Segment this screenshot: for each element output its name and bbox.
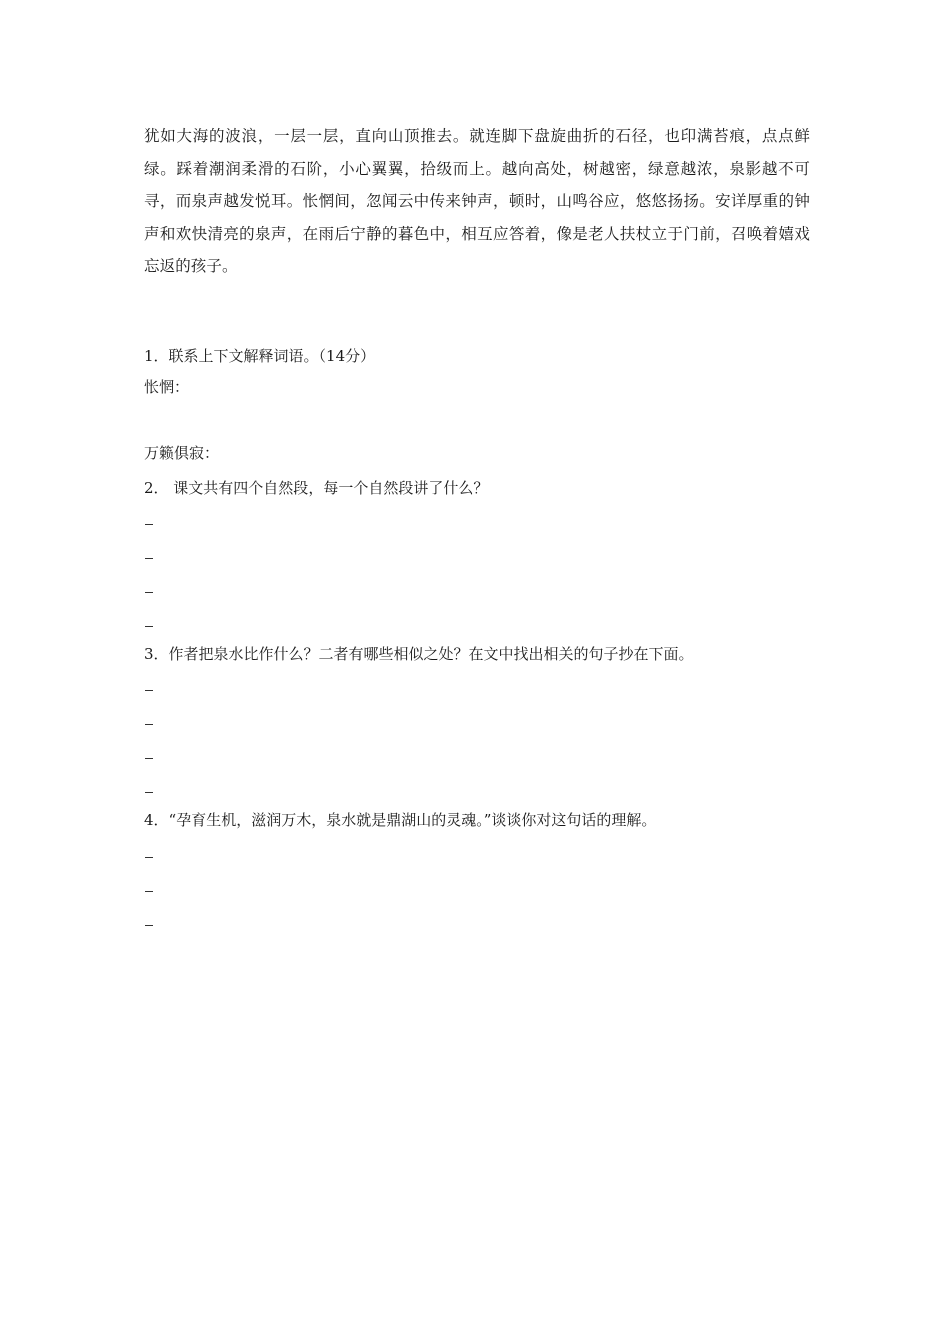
answer-line (145, 626, 153, 627)
question-3: 3．作者把泉水比作什么？二者有哪些相似之处？在文中找出相关的句子抄在下面。 (144, 645, 694, 663)
answer-line (145, 792, 153, 793)
question-2: 2． 课文共有四个自然段，每一个自然段讲了什么？ (144, 479, 489, 497)
answer-line (145, 758, 153, 759)
answer-line (145, 857, 153, 858)
answer-line (145, 690, 153, 691)
answer-line (145, 592, 153, 593)
answer-line (145, 925, 153, 926)
answer-line (145, 524, 153, 525)
term-wanlaijuji-label: 万籁俱寂： (144, 444, 220, 462)
question-1: 1．联系上下文解释词语。（14分） (144, 347, 376, 365)
answer-line (145, 724, 153, 725)
answer-line (145, 558, 153, 559)
reading-passage: 犹如大海的波浪，一层一层，直向山顶推去。就连脚下盘旋曲折的石径，也印满苔痕，点点鲜绿。踩着潮润柔滑的石阶，小心翼翼，拾级而上。越向高处，树越密，绿意越浓，泉影越不可寻，而泉声越发悦耳。怅惘间，忽闻云中传来钟声，顿时，山鸣谷应，悠悠扬扬。安详厚重的钟声和欢快清亮的泉声，在雨后宁静的暮色中，相互应答着，像是老人扶杖立于门前，召唤着嬉戏忘返的孩子。 (144, 127, 810, 275)
question-4: 4．“孕育生机，滋润万木，泉水就是鼎湖山的灵魂。”谈谈你对这句话的理解。 (144, 811, 657, 829)
term-changwang-label: 怅惘： (144, 378, 190, 396)
answer-line (145, 891, 153, 892)
